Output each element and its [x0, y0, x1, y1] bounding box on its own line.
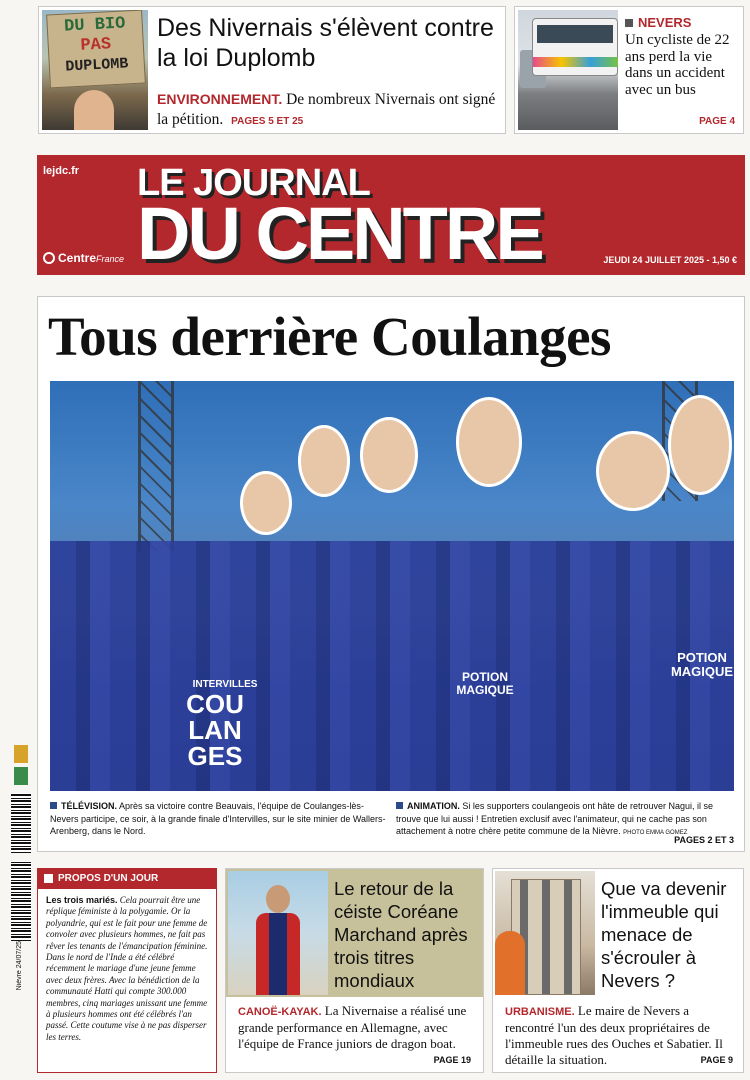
- caption-television-text: Après sa victoire contre Beauvais, l'équipe de Coulanges-lès-Nevers participe, ce soir, à la grande finale d'Intervilles, sur le site minier de Wallers-Arenberg, dans le Nord.: [50, 801, 386, 836]
- shirt-text-1: COU: [186, 689, 244, 719]
- teaser-duplomb-page[interactable]: PAGES 5 ET 25: [231, 116, 304, 127]
- masthead-title-line2: DU CENTRE: [137, 192, 542, 275]
- caption-television-kicker: TÉLÉVISION.: [50, 801, 117, 811]
- teaser-duplomb-title[interactable]: Des Nivernais s'élèvent contre la loi Duplomb: [157, 14, 494, 72]
- shirt-text-2: LAN: [188, 715, 242, 745]
- centre-france-icon: [43, 252, 55, 264]
- teaser-immeuble[interactable]: [492, 868, 744, 1073]
- pylon-left: [138, 381, 174, 551]
- shirt-potion-magique: POTION MAGIQUE: [456, 670, 514, 697]
- caption-television: [50, 800, 390, 838]
- main-story[interactable]: [37, 296, 745, 852]
- teaser-immeuble-title[interactable]: Que va devenir l'immeuble qui menace de s'écrouler à Nevers ?: [601, 878, 727, 991]
- teaser-duplomb-kicker: ENVIRONNEMENT.: [157, 91, 283, 107]
- face-cutout-2: [298, 425, 350, 497]
- shirt-text-3: GES: [187, 741, 243, 771]
- protest-sign: [46, 10, 146, 88]
- caption-animation: [396, 800, 734, 840]
- main-headline[interactable]: Tous derrière Coulanges: [48, 306, 611, 367]
- caption-animation-kicker: ANIMATION.: [396, 801, 460, 811]
- propos-text: Cela pourrait être une réplique féministe à la polygamie. Or la polyandrie, qui est le fait pour une femme de convoler avec plusieurs hommes, ne fait pas rêver les tenants de l'émancipation féminine. Dans le nord de l'Inde a été célébré récemment le mariage d'une jeune femme avec deux frères. Avec la bénédiction de la communauté Hatti qui compte 300.000 membres, cinq mariages unissant une femme à plusieurs hommes ont été célébrés l'an passé. Cette coutume vise à ne pas disperser les terres.: [46, 895, 208, 1042]
- sign-line-3: DUPLOMB: [64, 55, 129, 76]
- teaser-kayak-body: [238, 1003, 478, 1052]
- teaser-kayak-page[interactable]: PAGE 19: [433, 1055, 471, 1065]
- teaser-duplomb[interactable]: [38, 6, 506, 134]
- face-cutout-6: [668, 395, 732, 495]
- teaser-nevers-body[interactable]: Un cycliste de 22 ans perd la vie dans un accident avec un bus: [625, 32, 730, 98]
- main-photo-supporters: [50, 381, 734, 791]
- teaser-nevers-page[interactable]: PAGE 4: [699, 116, 735, 127]
- athlete-figure: [256, 885, 300, 995]
- crowd: [50, 541, 734, 791]
- face-cutout-3: [360, 417, 418, 493]
- teaser-kayak[interactable]: [225, 868, 484, 1073]
- teaser-nevers-accident[interactable]: [514, 6, 744, 134]
- building-photo: [495, 871, 595, 995]
- teaser-nevers-kicker: NEVERS: [625, 15, 691, 30]
- recycle-logo-icon: [14, 745, 28, 763]
- propos-column[interactable]: [37, 868, 217, 1073]
- protest-photo: [42, 10, 148, 130]
- bus-photo: [518, 10, 618, 130]
- shirt-brand: INTERVILLES: [192, 679, 258, 690]
- face-cutout-5: [596, 431, 670, 511]
- main-story-page[interactable]: PAGES 2 ET 3: [674, 835, 734, 845]
- teaser-duplomb-body: [157, 89, 502, 132]
- face-cutout-4: [456, 397, 522, 487]
- website-url[interactable]: lejdc.fr: [43, 165, 80, 177]
- propos-header: PROPOS D'UN JOUR: [38, 869, 216, 889]
- worker-figure: [495, 931, 525, 995]
- barcode-2: [11, 861, 31, 941]
- masthead-title-line1: LE JOURNAL: [137, 162, 370, 204]
- bus-shape: [532, 18, 618, 76]
- protester-figure: [74, 90, 114, 130]
- athlete-photo: [228, 871, 328, 995]
- photo-credit: PHOTO EMMA GOMEZ: [623, 830, 688, 836]
- teaser-kayak-kicker: CANOË-KAYAK.: [238, 1006, 322, 1018]
- masthead: [37, 155, 745, 275]
- centre-france-logo: CentreFrance: [43, 251, 124, 265]
- shirt-potion-magique-2: POTION MAGIQUE: [670, 650, 734, 679]
- teaser-kayak-title[interactable]: Le retour de la céiste Coréane Marchand après trois titres mondiaux: [334, 878, 468, 991]
- propos-body: [46, 895, 212, 1043]
- teaser-immeuble-text: Le maire de Nevers a rencontré l'un des deux propriétaires de l'immeuble rues des Ouches et Sabatier. Il détaille la situation.: [505, 1003, 723, 1067]
- caption-animation-text: Si les supporters coulangeois ont hâte de retrouver Nagui, il se trouve que lui aussi ! Entretien exclusif avec l'animateur, qui ne cache pas son attachement à notre chère petite commune de la Nièvre.: [396, 801, 713, 836]
- barcode: [11, 793, 31, 853]
- face-cutout-1: [240, 471, 292, 535]
- teaser-immeuble-page[interactable]: PAGE 9: [700, 1055, 733, 1065]
- sign-line-2: PAS: [80, 35, 112, 56]
- teaser-duplomb-text: De nombreux Nivernais ont signé la pétition.: [157, 91, 496, 128]
- teaser-immeuble-kicker: URBANISME.: [505, 1006, 575, 1018]
- propos-lead: Les trois mariés.: [46, 895, 118, 905]
- issue-date-price: JEUDI 24 JUILLET 2025 - 1,50 €: [603, 255, 737, 265]
- print-logo-icon: [14, 767, 28, 785]
- edition-date-vertical: Nièvre 24/07/25: [16, 941, 23, 991]
- teaser-kayak-text: La Nivernaise a réalisé une grande performance en Allemagne, avec l'équipe de France juniors de dragon boat.: [238, 1003, 467, 1051]
- sign-line-1: DU BIO: [63, 14, 126, 37]
- barcode-strip: [8, 745, 34, 1075]
